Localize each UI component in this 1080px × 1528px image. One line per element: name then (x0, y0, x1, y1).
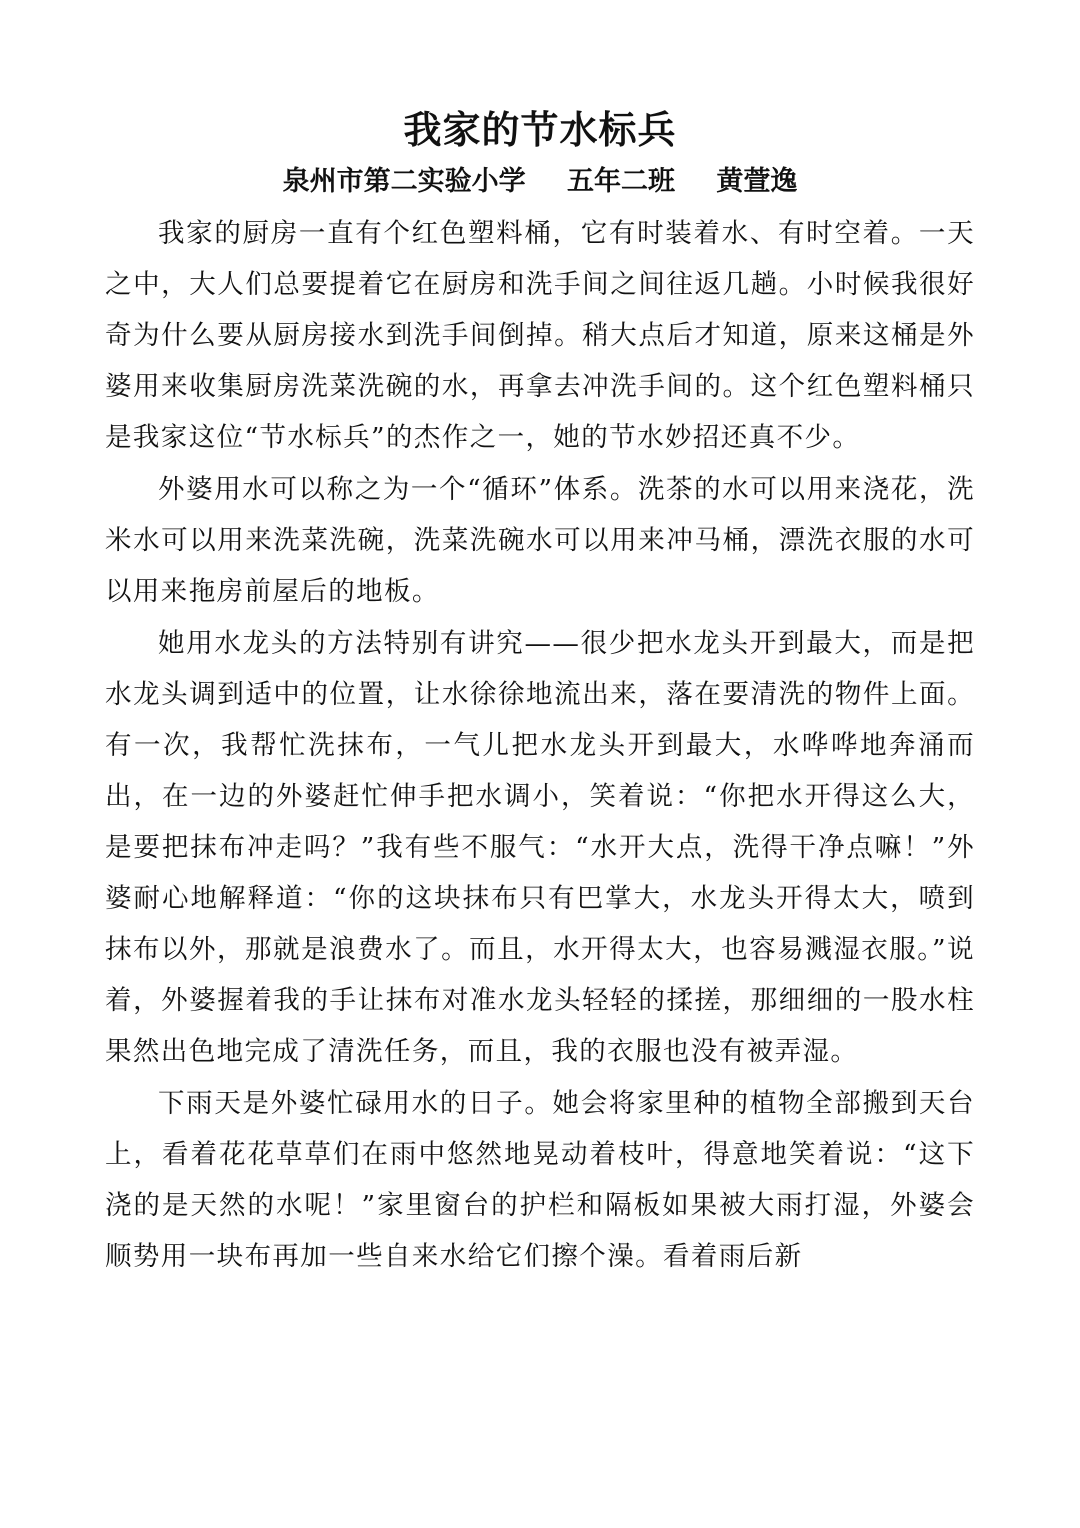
byline-author: 黄萱逸 (716, 166, 798, 197)
paragraph-2: 外婆用水可以称之为一个“循环”体系。洗茶的水可以用来浇花，洗米水可以用来洗菜洗碗，洗菜洗碗水可以用来冲马桶，漂洗衣服的水可以用来拖房前屋后的地板。 (105, 474, 975, 607)
document-title: 我家的节水标兵 (403, 108, 677, 152)
document-page (105, 100, 975, 1283)
paragraph-4: 下雨天是外婆忙碌用水的日子。她会将家里种的植物全部搬到天台上，看着花花草草们在雨中悠然地晃动着枝叶，得意地笑着说：“这下浇的是天然的水呢！”家里窗台的护栏和隔板如果被大雨打湿，外婆会顺势用一块布再加一些自来水给它们擦个澡。看着雨后新 (105, 1088, 975, 1272)
paragraph-1: 我家的厨房一直有个红色塑料桶，它有时装着水、有时空着。一天之中，大人们总要提着它在厨房和洗手间之间往返几趟。小时候我很好奇为什么要从厨房接水到洗手间倒掉。稍大点后才知道，原来这桶是外婆用来收集厨房洗菜洗碗的水，再拿去冲洗手间的。这个红色塑料桶只是我家这位“节水标兵”的杰作之一，她的节水妙招还真不少。 (105, 218, 975, 453)
byline (105, 160, 975, 204)
byline-class: 五年二班 (567, 166, 675, 197)
paragraph-3: 她用水龙头的方法特别有讲究——很少把水龙头开到最大，而是把水龙头调到适中的位置，让水徐徐地流出来，落在要清洗的物件上面。有一次，我帮忙洗抹布，一气儿把水龙头开到最大，水哗哗地奔涌而出，在一边的外婆赶忙伸手把水调小，笑着说：“你把水开得这么大，是要把抹布冲走吗？”我有些不服气：“水开大点，洗得干净点嘛！”外婆耐心地解释道：“你的这块抹布只有巴掌大，水龙头开得太大，喷到抹布以外，那就是浪费水了。而且，水开得太大，也容易溅湿衣服。”说着，外婆握着我的手让抹布对准水龙头轻轻的揉搓，那细细的一股水柱果然出色地完成了清洗任务，而且，我的衣服也没有被弄湿。 (105, 628, 975, 1067)
byline-school: 泉州市第二实验小学 (282, 166, 526, 197)
